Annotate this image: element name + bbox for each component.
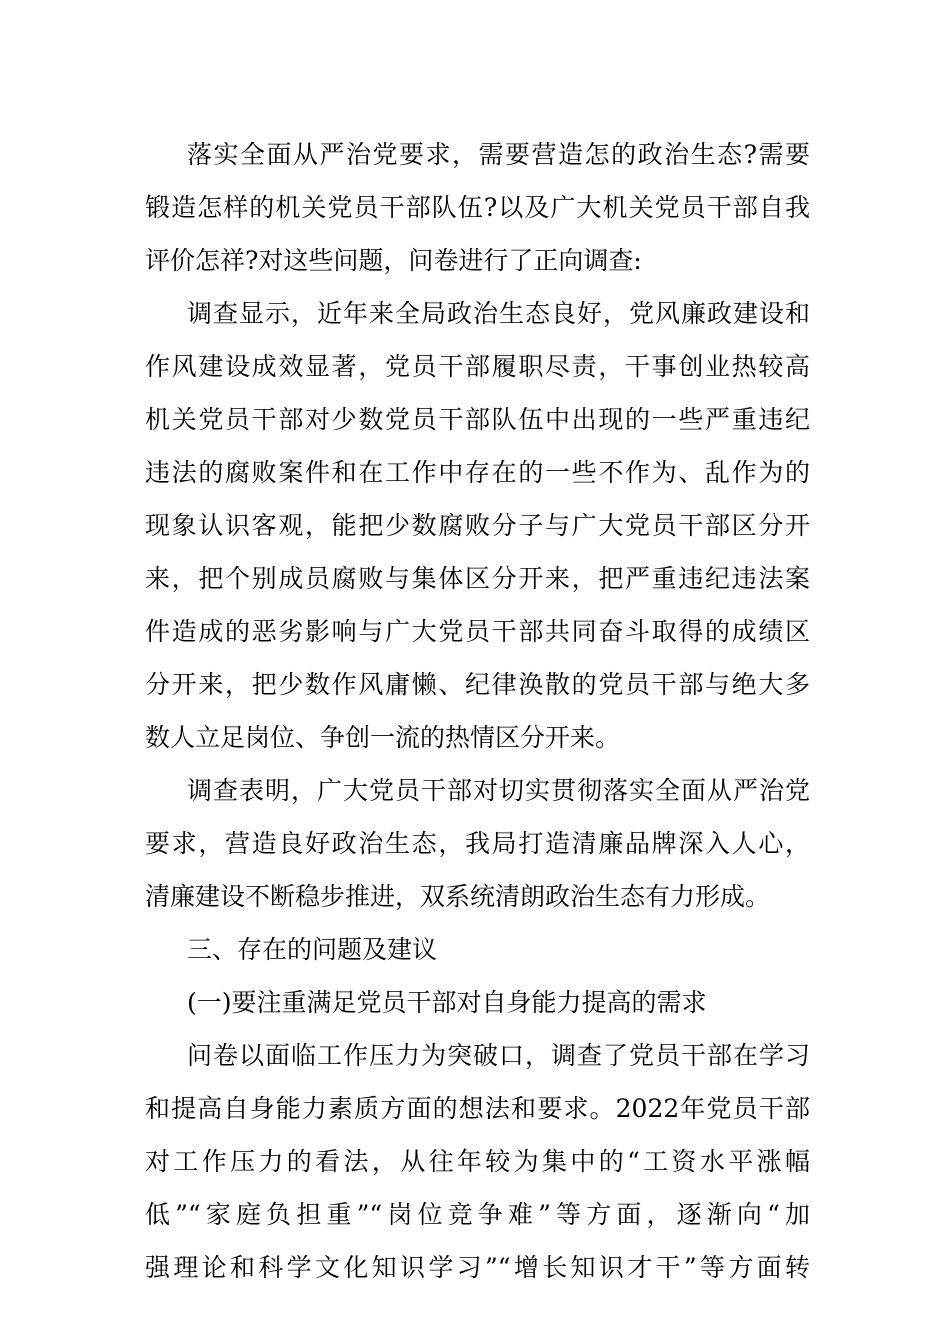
text-line: 现象认识客观，能把少数腐败分子与广大党员干部区分开 [145,511,810,540]
text-line: 调查显示，近年来全局政治生态良好，党风廉政建设和 [187,299,810,328]
text-line: 作风建设成效显著，党员干部履职尽责，干事创业热较高 [145,352,810,381]
text-line: 违法的腐败案件和在工作中存在的一些不作为、乱作为的 [145,458,810,487]
text-line: 机关党员干部对少数党员干部队伍中出现的一些严重违纪 [145,405,810,434]
text-line: 评价怎祥?对这些问题，问卷进行了正向调查: [145,246,642,275]
text-line: 数人立足岗位、争创一流的热情区分开来。 [145,723,621,752]
text-line: 问卷以面临工作压力为突破口，调查了党员干部在学习 [187,1041,810,1070]
text-line: 分开来，把少数作风庸懒、纪律涣散的党员干部与绝大多 [145,670,810,699]
text-line: 件造成的恶劣影响与广大党员干部共同奋斗取得的成绩区 [145,617,810,646]
text-line: 落实全面从严治党要求，需要营造怎的政治生态?需要 [187,140,810,169]
text-line: 调查表明，广大党员干部对切实贯彻落实全面从严治党 [187,776,810,805]
text-line: 对工作压力的看法，从往年较为集中的“工资水平涨幅 [145,1147,810,1176]
subsection-heading: (一)要注重满足党员干部对自身能力提高的需求 [187,988,707,1017]
text-line: 来，把个别成员腐败与集体区分开来，把严重违纪违法案 [145,564,810,593]
text-line: 强理论和科学文化知识学习”“增长知识才干”等方面转 [145,1253,810,1282]
text-line: 锻造怎样的机关党员干部队伍?以及广大机关党员干部自我 [145,193,810,222]
section-heading: 三、存在的问题及建议 [187,935,438,964]
text-line: 要求，营造良好政治生态，我局打造清廉品牌深入人心， [145,829,810,858]
text-line: 低”“家庭负担重”“岗位竞争难”等方面，逐渐向“加 [145,1200,810,1229]
document-body [145,128,810,1294]
text-line: 清廉建设不断稳步推进，双系统清朗政治生态有力形成。 [145,882,771,911]
text-line: 和提高自身能力素质方面的想法和要求。2022年党员干部 [145,1094,810,1123]
